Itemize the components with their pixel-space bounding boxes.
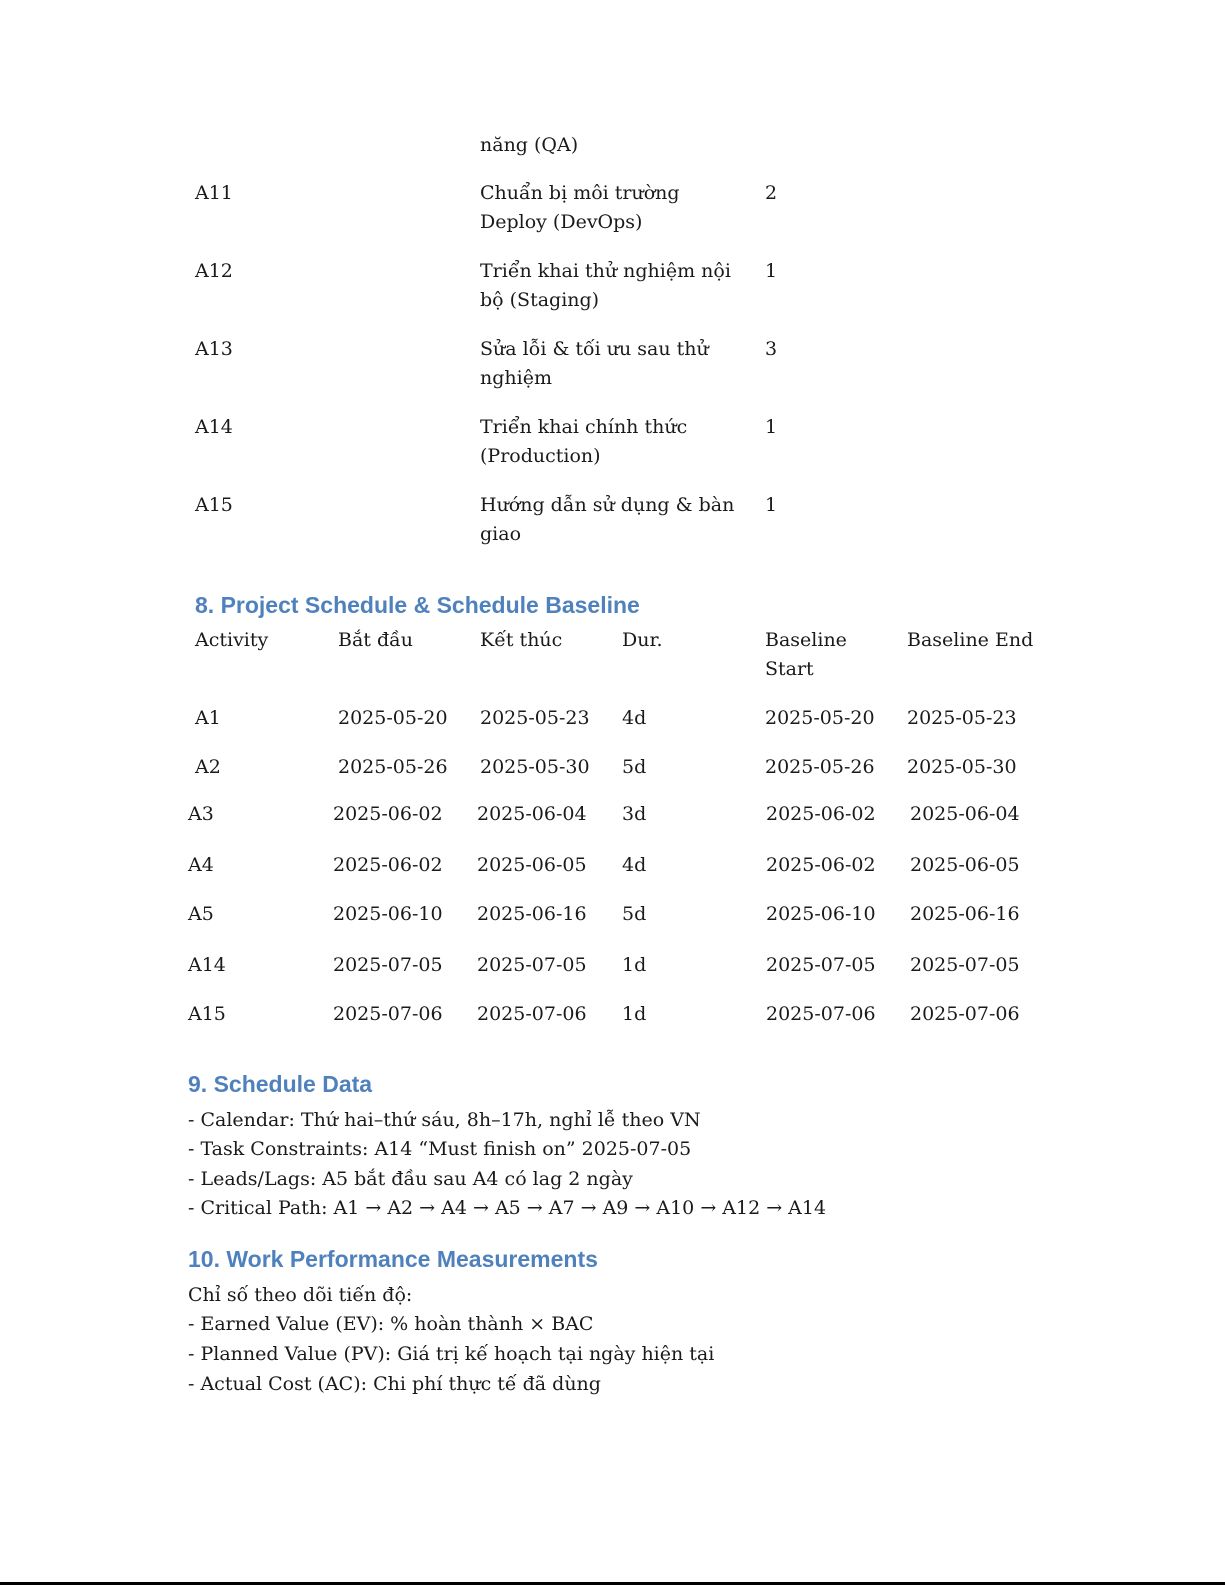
schedule-cell: A14 <box>188 954 226 976</box>
activity-id: A14 <box>195 416 233 438</box>
schedule-data-line: - Task Constraints: A14 “Must finish on” 2025-07-05 <box>188 1138 692 1160</box>
schedule-cell: 2025-05-23 <box>907 707 1017 729</box>
header-duration: Dur. <box>622 629 663 651</box>
performance-intro: Chỉ số theo dõi tiến độ: <box>188 1284 413 1306</box>
activity-name: Hướng dẫn sử dụng & bàn giao <box>480 494 735 545</box>
schedule-cell: A2 <box>195 756 221 778</box>
schedule-cell: 1d <box>622 1003 647 1025</box>
schedule-cell: 2025-05-20 <box>338 707 448 729</box>
header-baseline-start: Baseline Start <box>765 629 847 680</box>
schedule-cell: 2025-06-04 <box>910 803 1020 825</box>
activity-name: Sửa lỗi & tối ưu sau thử nghiệm <box>480 338 709 389</box>
header-start: Bắt đầu <box>338 629 414 651</box>
performance-line: - Planned Value (PV): Giá trị kế hoạch tại ngày hiện tại <box>188 1343 715 1365</box>
schedule-cell: 2025-05-30 <box>480 756 590 778</box>
schedule-cell: 2025-06-05 <box>477 854 587 876</box>
schedule-cell: 2025-06-10 <box>766 903 876 925</box>
performance-line: - Actual Cost (AC): Chi phí thực tế đã dùng <box>188 1373 601 1395</box>
schedule-cell: 2025-06-02 <box>766 803 876 825</box>
schedule-cell: 2025-07-05 <box>477 954 587 976</box>
schedule-cell: 2025-05-20 <box>765 707 875 729</box>
schedule-cell: A5 <box>188 903 214 925</box>
schedule-cell: 2025-06-05 <box>910 854 1020 876</box>
activity-duration: 3 <box>765 338 778 360</box>
schedule-cell: 2025-06-16 <box>910 903 1020 925</box>
header-baseline-end: Baseline End <box>907 629 1034 651</box>
schedule-cell: 2025-06-02 <box>333 854 443 876</box>
schedule-data-line: - Calendar: Thứ hai–thứ sáu, 8h–17h, nghỉ lễ theo VN <box>188 1109 701 1131</box>
header-activity: Activity <box>195 629 269 651</box>
schedule-data-line: - Critical Path: A1 → A2 → A4 → A5 → A7 → A9 → A10 → A12 → A14 <box>188 1197 827 1219</box>
schedule-cell: 1d <box>622 954 647 976</box>
schedule-cell: 2025-05-23 <box>480 707 590 729</box>
activity-id: A15 <box>195 494 233 516</box>
activity-name-continuation: năng (QA) <box>480 134 579 156</box>
activity-name: Triển khai thử nghiệm nội bộ (Staging) <box>480 260 731 311</box>
header-end: Kết thúc <box>480 629 563 651</box>
schedule-cell: 2025-07-06 <box>910 1003 1020 1025</box>
activity-duration: 2 <box>765 182 778 204</box>
schedule-cell: 2025-06-16 <box>477 903 587 925</box>
schedule-cell: 2025-07-06 <box>333 1003 443 1025</box>
schedule-cell: 5d <box>622 756 647 778</box>
section-8-heading: 8. Project Schedule & Schedule Baseline <box>195 592 640 618</box>
section-9-heading: 9. Schedule Data <box>188 1071 373 1097</box>
activity-name: Chuẩn bị môi trường Deploy (DevOps) <box>480 182 680 233</box>
activity-id: A12 <box>195 260 233 282</box>
activity-duration: 1 <box>765 260 778 282</box>
schedule-cell: 2025-05-30 <box>907 756 1017 778</box>
activity-duration: 1 <box>765 416 778 438</box>
activity-id: A11 <box>195 182 233 204</box>
schedule-cell: 2025-06-02 <box>333 803 443 825</box>
schedule-cell: 2025-06-04 <box>477 803 587 825</box>
schedule-cell: 2025-06-10 <box>333 903 443 925</box>
schedule-cell: 2025-05-26 <box>765 756 875 778</box>
schedule-cell: 2025-07-05 <box>910 954 1020 976</box>
activity-name: Triển khai chính thức (Production) <box>480 416 688 467</box>
activity-duration: 1 <box>765 494 778 516</box>
schedule-cell: A15 <box>188 1003 226 1025</box>
schedule-cell: 2025-07-05 <box>333 954 443 976</box>
schedule-data-line: - Leads/Lags: A5 bắt đầu sau A4 có lag 2 ngày <box>188 1168 633 1190</box>
schedule-cell: 4d <box>622 707 647 729</box>
section-10-heading: 10. Work Performance Measurements <box>188 1246 598 1272</box>
schedule-cell: A4 <box>188 854 214 876</box>
schedule-cell: 2025-07-06 <box>766 1003 876 1025</box>
activity-id: A13 <box>195 338 233 360</box>
schedule-cell: 2025-06-02 <box>766 854 876 876</box>
performance-line: - Earned Value (EV): % hoàn thành × BAC <box>188 1313 594 1335</box>
schedule-cell: 2025-05-26 <box>338 756 448 778</box>
schedule-cell: A3 <box>188 803 214 825</box>
schedule-cell: 4d <box>622 854 647 876</box>
schedule-cell: A1 <box>195 707 221 729</box>
schedule-cell: 3d <box>622 803 647 825</box>
schedule-cell: 5d <box>622 903 647 925</box>
schedule-cell: 2025-07-06 <box>477 1003 587 1025</box>
schedule-cell: 2025-07-05 <box>766 954 876 976</box>
